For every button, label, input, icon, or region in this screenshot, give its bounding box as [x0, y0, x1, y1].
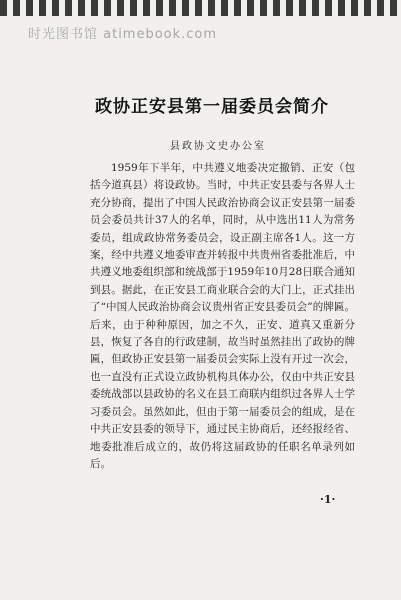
page-title: 政协正安县第一届委员会简介 — [95, 97, 329, 117]
body-text — [90, 160, 355, 473]
scan-edge-strip — [0, 0, 401, 16]
byline: 县政协文史办公室 — [170, 141, 266, 152]
watermark: 时光图书馆 atimebook.com — [28, 27, 218, 42]
page-number: ·1· — [320, 493, 336, 506]
paragraph: 1959年下半年，中共遵义地委决定撤销、正安（包括今道真县）将设政协。当时，中共正安县委与各界人士充分协商，提出了中国人民政治协商会议正安县第一届委员会委员共计37人的名单，同时，从中选出11人为常务委员，组成政协常务委员会，设正副主席各1人。这一方案，经中共遵义地委审查并转报中共贵州省委批准后，中共遵义地委组织部和统战部于1959年10月28日联合通知到县。据此，在正安县工商业联合会的大门上，正式挂出了“中国人民政治协商会议贵州省正安县委员会”的牌匾。后来，由于种种原因，加之不久，正安、道真又重新分县，恢复了各自的行政建制，故当时虽然挂出了政协的牌匾，但政协正安县第一届委员会实际上没有开过一次会，也一直没有正式设立政协机构具体办公，仅由中共正安县委统战部以县政协的名义在县工商联内组织过各界人士学习委员会。虽然如此，但由于第一届委员会的组成，是在中共正安县委的领导下，通过民主协商后，还经报经省、地委批准后成立的，故仍将这届政协的任职名单录列如后。 — [90, 162, 355, 470]
bleed-through-artifact — [95, 116, 350, 126]
